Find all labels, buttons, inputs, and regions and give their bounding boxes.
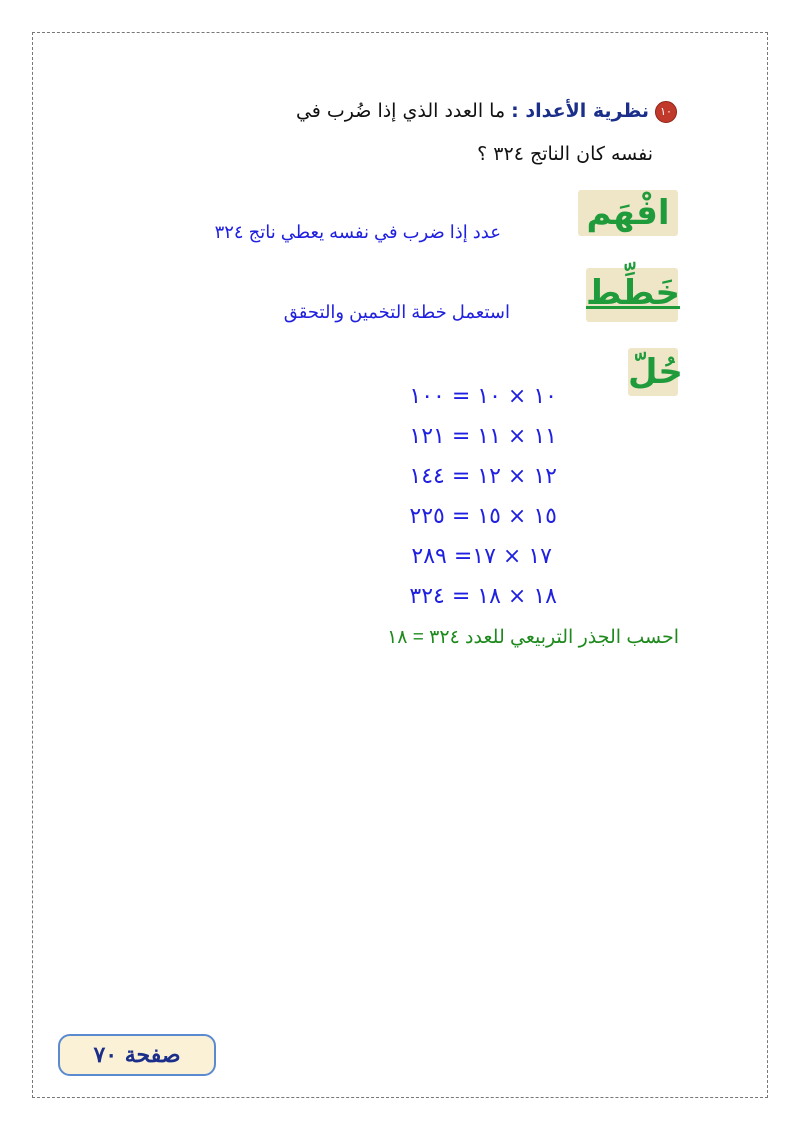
calc-line: ١٠ × ١٠ = ١٠٠ [409, 384, 557, 409]
page-number-plate: صفحة ٧٠ [58, 1034, 216, 1076]
calc-line: ١٨ × ١٨ = ٣٢٤ [409, 584, 557, 609]
plan-step-badge: خَطِّط [586, 268, 678, 322]
problem-number-badge: ١٠ [655, 101, 677, 123]
problem-statement-line2: نفسه كان الناتج ٣٢٤ ؟ [477, 143, 653, 165]
problem-statement-line1 [296, 100, 677, 123]
calc-line: ١٢ × ١٢ = ١٤٤ [409, 464, 557, 489]
problem-topic: نظرية الأعداد : [511, 100, 649, 122]
calc-line: ١١ × ١١ = ١٢١ [409, 424, 557, 449]
calc-line: ١٧ × ١٧= ٢٨٩ [411, 544, 552, 569]
plan-text: استعمل خطة التخمين والتحقق [283, 302, 510, 322]
result-statement: احسب الجذر التربيعي للعدد ٣٢٤ = ١٨ [387, 627, 679, 648]
calc-line: ١٥ × ١٥ = ٢٢٥ [409, 504, 557, 529]
solve-step-badge: حُلّ [628, 348, 678, 396]
understand-text: عدد إذا ضرب في نفسه يعطي ناتج ٣٢٤ [214, 222, 501, 242]
understand-step-badge: افْهَم [578, 190, 678, 236]
problem-question: ما العدد الذي إذا ضُرب في [295, 100, 512, 122]
